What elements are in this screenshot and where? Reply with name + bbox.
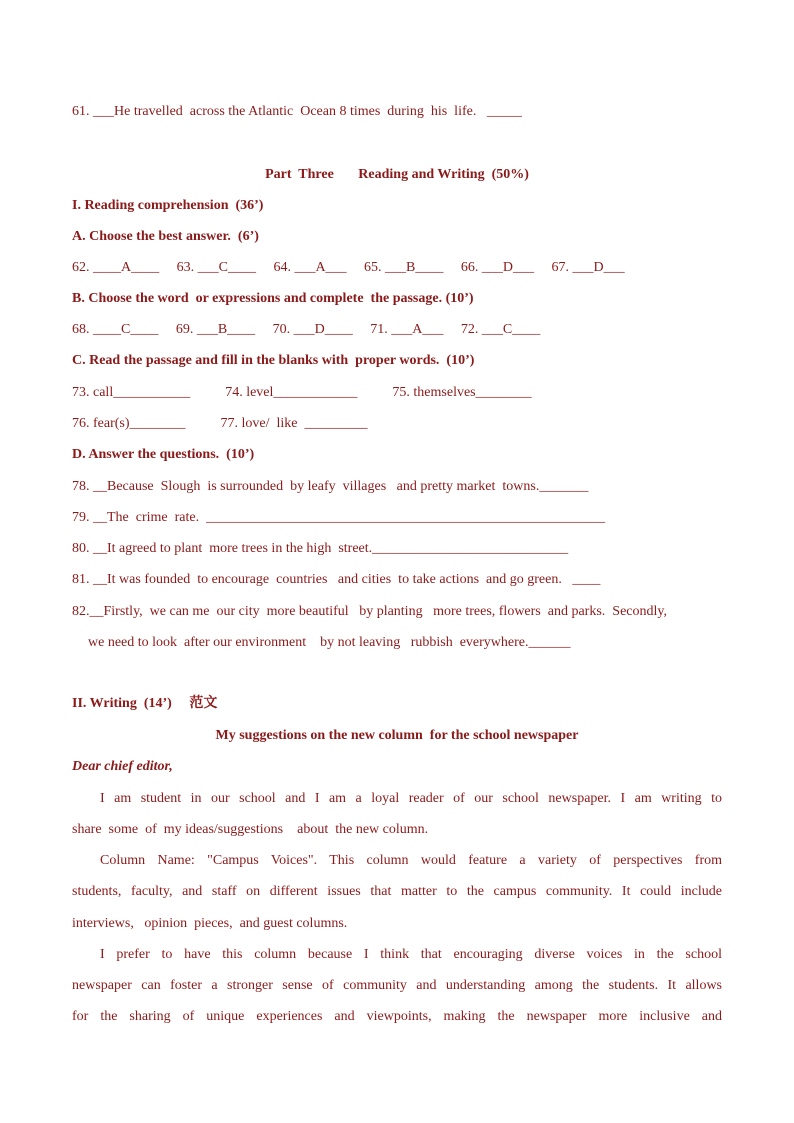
section-a-heading: A. Choose the best answer. (6’) — [72, 229, 259, 244]
essay-paragraph-3-line1: I prefer to have this column because I think that encouraging diverse voices in the school — [100, 947, 722, 962]
section-b-heading: B. Choose the word or expressions and complete the passage. (10’) — [72, 291, 474, 306]
essay-paragraph-2-line1: Column Name: "Campus Voices". This column would feature a variety of perspectives from — [100, 853, 722, 868]
question-79: 79. __The crime rate. _________________________________________________________ — [72, 510, 606, 525]
question-82-line2: we need to look after our environment by not leaving rubbish everywhere.______ — [88, 635, 571, 650]
section-reading-comprehension: I. Reading comprehension (36’) — [72, 198, 264, 213]
question-82-line1: 82.__Firstly, we can me our city more beautiful by planting more trees, flowers and parks. Secondly, — [72, 604, 667, 619]
essay-salutation: Dear chief editor, — [72, 759, 173, 774]
essay-paragraph-3-line3: for the sharing of unique experiences and viewpoints, making the newspaper more inclusive and — [72, 1009, 722, 1024]
essay-title: My suggestions on the new column for the school newspaper — [215, 728, 579, 743]
answers-c-line2: 76. fear(s)________ 77. love/ like _________ — [72, 416, 368, 431]
part-three-heading: Part Three Reading and Writing (50%) — [265, 167, 529, 182]
essay-paragraph-1-line2: share some of my ideas/suggestions about the new column. — [72, 822, 429, 837]
question-78: 78. __Because Slough is surrounded by leafy villages and pretty market towns._______ — [72, 479, 589, 494]
question-81: 81. __It was founded to encourage countries and cities to take actions and go green. ____ — [72, 572, 601, 587]
answers-c-line1: 73. call___________ 74. level____________ 75. themselves________ — [72, 385, 532, 400]
question-80: 80. __It agreed to plant more trees in the high street.____________________________ — [72, 541, 569, 556]
essay-paragraph-2-line3: interviews, opinion pieces, and guest columns. — [72, 916, 348, 931]
essay-paragraph-3-line2: newspaper can foster a stronger sense of community and understanding among the students. It allows — [72, 978, 722, 993]
answers-b: 68. ____C____ 69. ___B____ 70. ___D____ 71. ___A___ 72. ___C____ — [72, 322, 541, 337]
section-c-heading: C. Read the passage and fill in the blanks with proper words. (10’) — [72, 353, 475, 368]
section-writing-heading: II. Writing (14’) 范文 — [72, 696, 218, 711]
section-d-heading: D. Answer the questions. (10’) — [72, 447, 255, 462]
question-61: 61. ___He travelled across the Atlantic Ocean 8 times during his life. _____ — [72, 104, 522, 119]
essay-paragraph-1-line1: I am student in our school and I am a loyal reader of our school newspaper. I am writing to — [100, 791, 722, 806]
essay-paragraph-2-line2: students, faculty, and staff on different issues that matter to the campus community. It could include — [72, 884, 722, 899]
answers-a: 62. ____A____ 63. ___C____ 64. ___A___ 65. ___B____ 66. ___D___ 67. ___D___ — [72, 260, 625, 275]
